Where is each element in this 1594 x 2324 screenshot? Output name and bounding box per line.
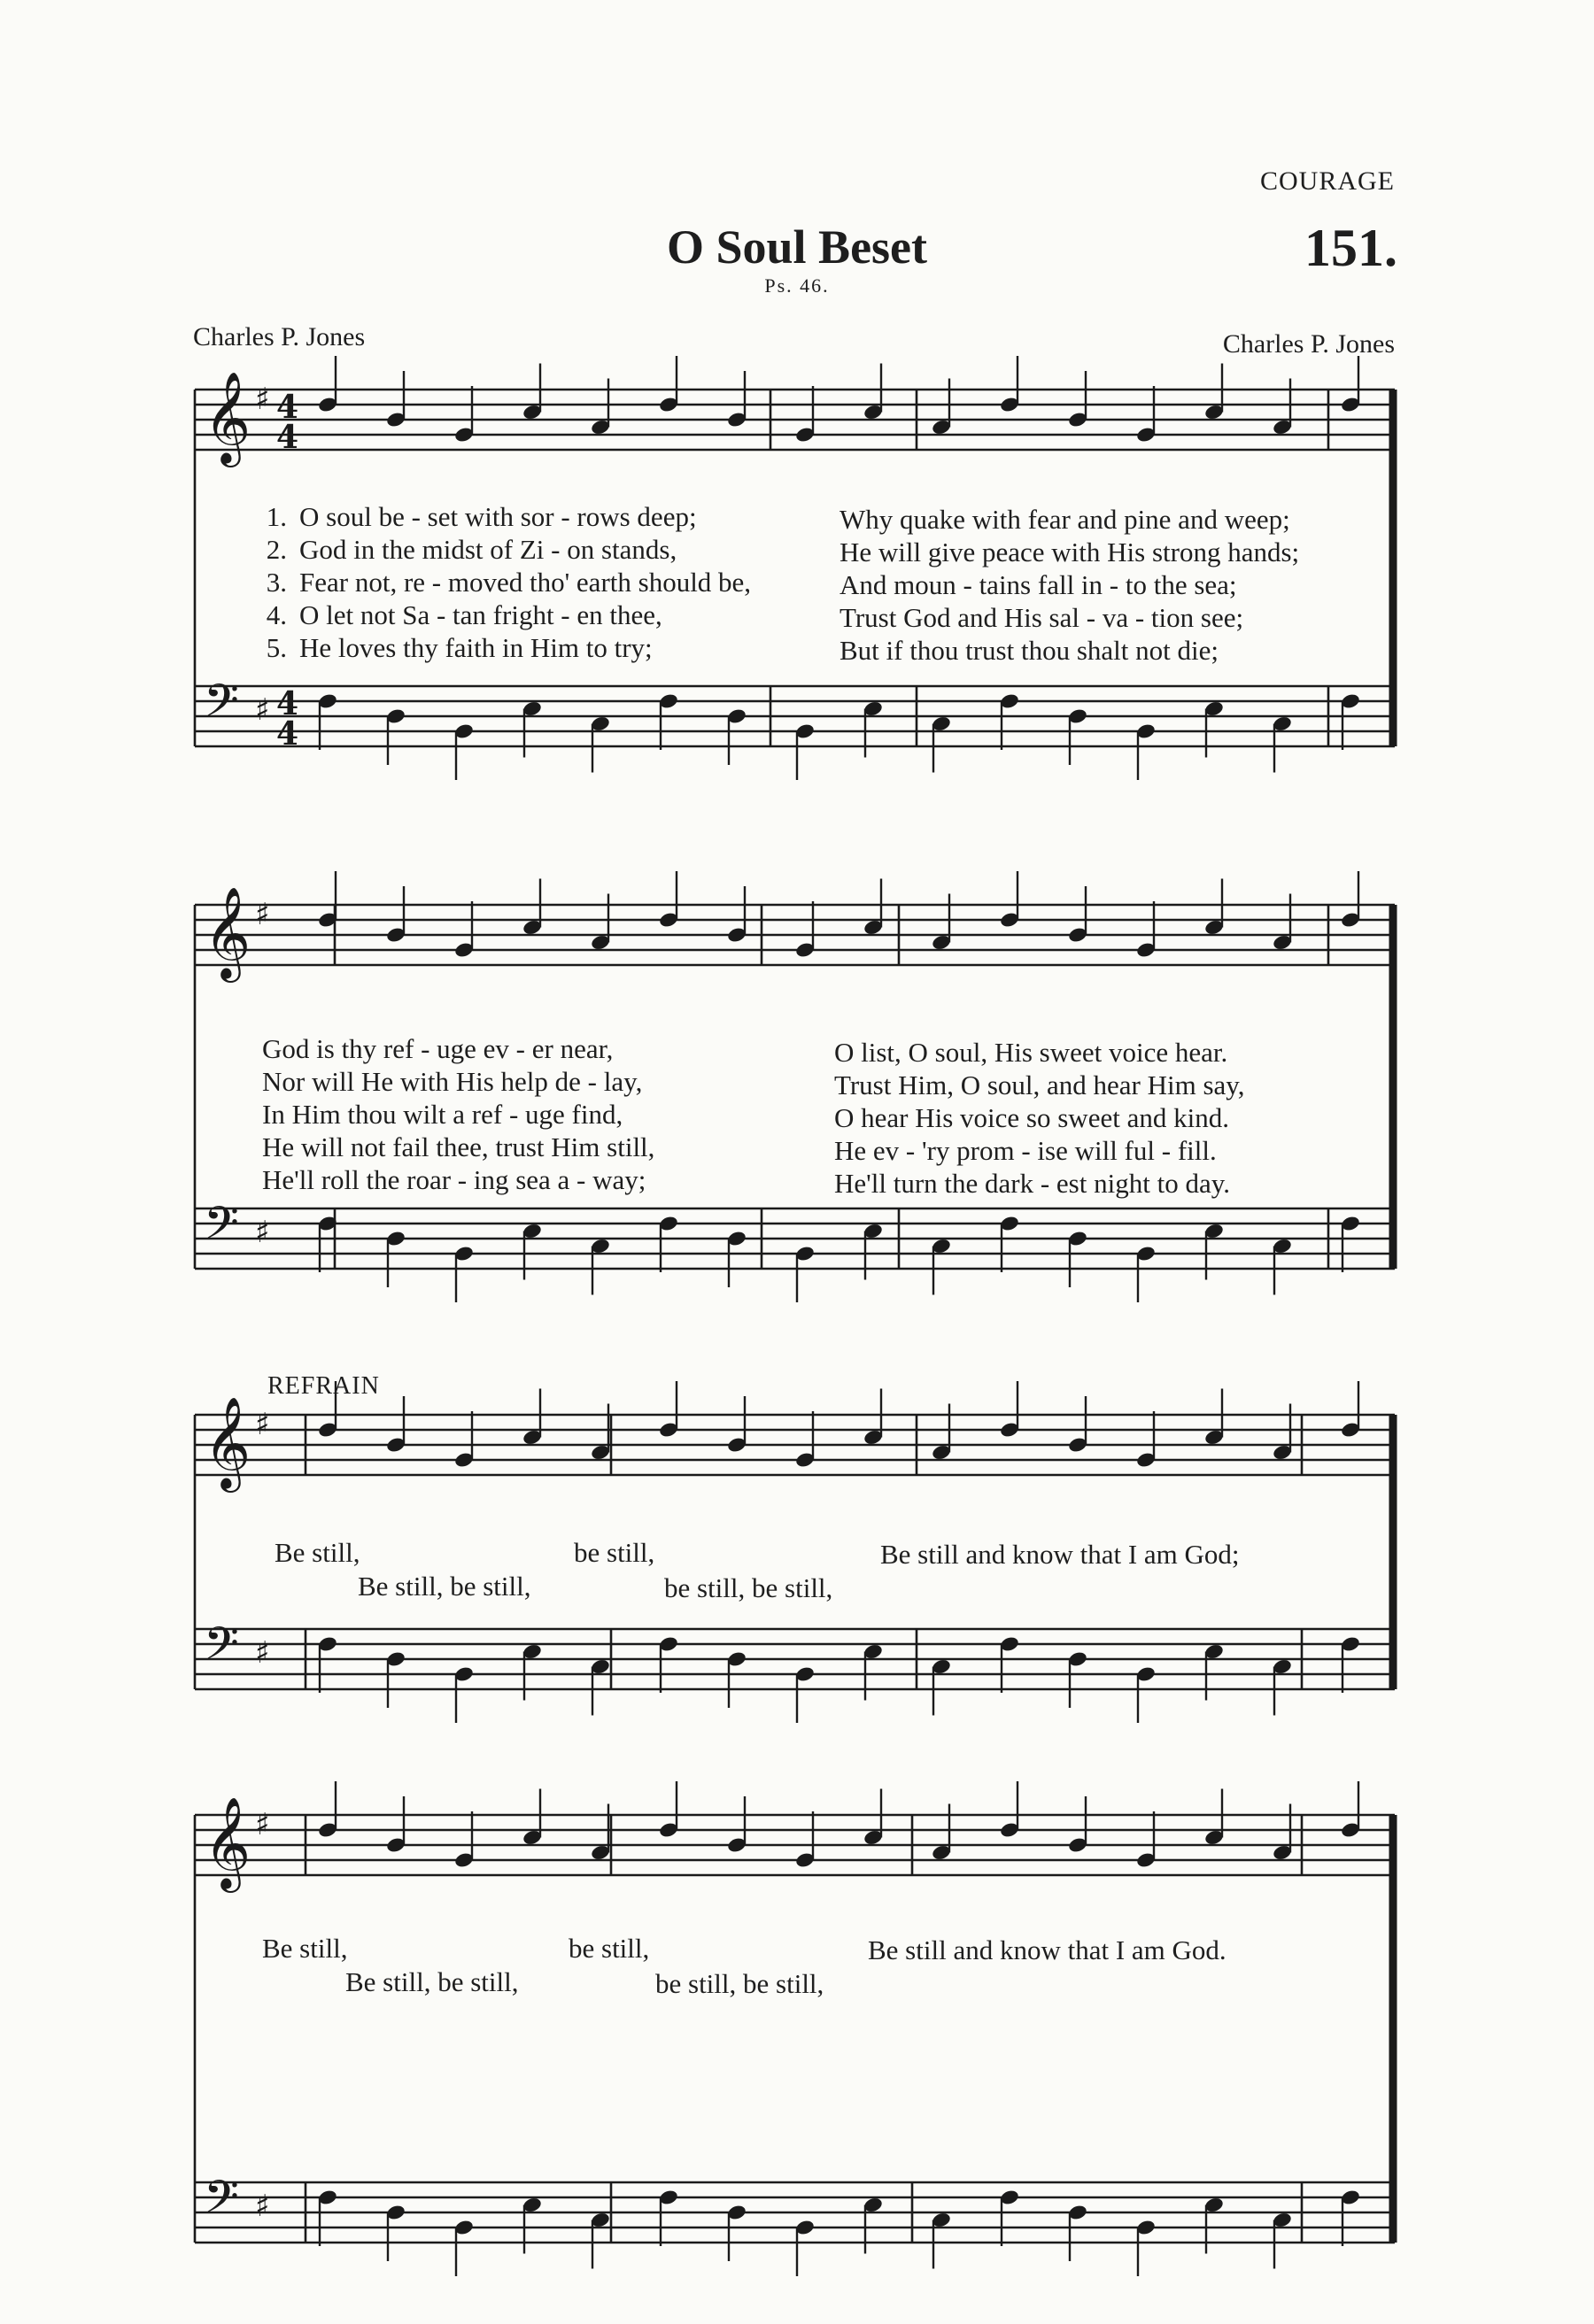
hymn-title: O Soul Beset: [666, 220, 928, 274]
lyric-text: God is thy ref - uge ev - er near,: [262, 1033, 614, 1064]
lyric-text: O hear His voice so sweet and kind.: [834, 1102, 1229, 1133]
sharp-icon: ♯: [255, 1215, 270, 1250]
lyric-text: Fear not, re - moved tho' earth should be,: [299, 567, 752, 598]
sharp-icon: ♯: [255, 692, 270, 728]
verse-number: 1.: [266, 501, 287, 532]
psalm-reference: Ps. 46.: [764, 274, 830, 297]
sharp-icon: ♯: [255, 382, 270, 417]
treble-clef-icon: 𝄞: [204, 371, 251, 464]
lyric-text: Trust God and His sal - va - tion see;: [840, 602, 1244, 633]
treble-clef-icon: 𝄞: [204, 1796, 251, 1889]
lyric-text: O soul be - set with sor - rows deep;: [299, 501, 697, 532]
verse-number: 4.: [266, 599, 287, 630]
sharp-icon: ♯: [255, 1407, 270, 1442]
lyric-text: And moun - tains fall in - to the sea;: [840, 569, 1237, 600]
composer-credit: Charles P. Jones: [1222, 329, 1395, 359]
verse-number: 2.: [266, 534, 287, 565]
lyric-text: He ev - 'ry prom - ise will ful - fill.: [834, 1135, 1217, 1166]
lyric-text: He'll roll the roar - ing sea a - way;: [262, 1164, 646, 1195]
bass-clef-icon: 𝄢: [204, 2170, 239, 2235]
sharp-icon: ♯: [255, 1807, 270, 1842]
lyric-text: O let not Sa - tan fright - en thee,: [299, 599, 662, 630]
time-signature-top: 4: [276, 685, 299, 722]
treble-clef-icon: 𝄞: [204, 886, 251, 979]
lyric-text: In Him thou wilt a ref - uge find,: [262, 1099, 623, 1130]
lyric-text: Why quake with fear and pine and weep;: [840, 504, 1290, 535]
verse-block-2: [262, 1032, 654, 1196]
category-label: COURAGE: [1259, 166, 1395, 196]
verse-line: [250, 566, 751, 598]
lyric-text: But if thou trust thou shalt not die;: [840, 635, 1219, 666]
verse-line: [250, 631, 751, 664]
verse-number: 5.: [266, 632, 287, 663]
refrain-line1-lower-b: be still, be still,: [664, 1572, 833, 1603]
lyric-text: He'll turn the dark - est night to day.: [834, 1168, 1230, 1199]
time-signature-top: 4: [276, 389, 299, 426]
verse-line: [250, 533, 751, 566]
refrain-line1-a: Be still,: [275, 1537, 360, 1568]
refrain-line2-b: be still,: [569, 1933, 650, 1964]
verse-block-1: [250, 500, 751, 664]
verse-block-1-second: [840, 503, 1299, 667]
verse-number: 3.: [266, 567, 287, 598]
refrain-line1-lower-a: Be still, be still,: [358, 1571, 531, 1602]
sharp-icon: ♯: [255, 1635, 270, 1671]
lyric-text: Trust Him, O soul, and hear Him say,: [834, 1069, 1245, 1100]
sharp-icon: ♯: [255, 897, 270, 932]
lyric-text: O list, O soul, His sweet voice hear.: [834, 1037, 1228, 1068]
refrain-label: REFRAIN: [267, 1372, 380, 1400]
verse-line: [250, 598, 751, 631]
bass-clef-icon: 𝄢: [204, 1617, 239, 1681]
treble-clef-icon: 𝄞: [204, 1396, 251, 1489]
sharp-icon: ♯: [255, 2189, 270, 2224]
refrain-line2-lower-a: Be still, be still,: [345, 1966, 519, 1997]
bass-clef-icon: 𝄢: [204, 674, 239, 738]
time-signature-bottom: 4: [276, 715, 299, 753]
refrain-line2-a: Be still,: [262, 1933, 348, 1964]
bass-clef-icon: 𝄢: [204, 1196, 239, 1261]
lyric-text: Nor will He with His help de - lay,: [262, 1066, 643, 1097]
refrain-line2-lower-b: be still, be still,: [655, 1968, 824, 1999]
verse-block-2-second: [834, 1036, 1245, 1200]
lyricist-credit: Charles P. Jones: [193, 322, 366, 351]
verse-line: [250, 500, 751, 533]
lyric-text: He will not fail thee, trust Him still,: [262, 1131, 655, 1162]
lyric-text: He will give peace with His strong hands;: [840, 537, 1300, 567]
refrain-line1-b: be still,: [574, 1537, 655, 1568]
refrain-line2-c: Be still and know that I am God.: [868, 1934, 1226, 1965]
refrain-line1-c: Be still and know that I am God;: [880, 1539, 1240, 1570]
lyric-text: God in the midst of Zi - on stands,: [299, 534, 677, 565]
hymn-number: 151.: [1304, 219, 1397, 277]
time-signature-bottom: 4: [276, 419, 299, 456]
lyric-text: He loves thy faith in Him to try;: [299, 632, 653, 663]
